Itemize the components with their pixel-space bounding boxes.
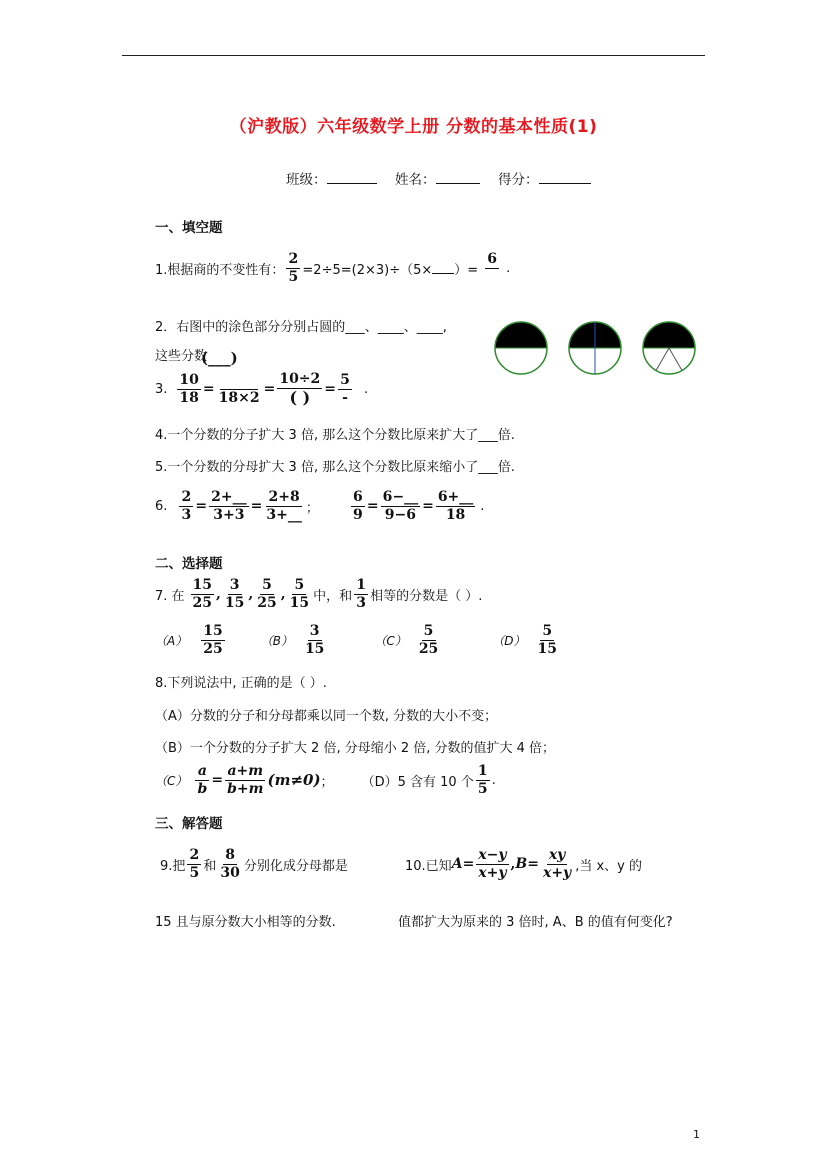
q7-options bbox=[155, 624, 561, 656]
question-9 bbox=[160, 848, 348, 880]
section-fill-blank: 一、填空题 bbox=[155, 220, 223, 236]
section-solve: 三、解答题 bbox=[155, 816, 223, 832]
question-4: 4.一个分数的分子扩大 3 倍, 那么这个分数比原来扩大了___倍. bbox=[155, 428, 515, 443]
name-blank[interactable] bbox=[436, 171, 480, 184]
q6-label: 6. bbox=[155, 498, 168, 514]
question-3: 3. $\frac{10}{18}$ = 18×2 = 10÷2 ( ) = 5 - . bbox=[155, 371, 369, 407]
q6-fraction-a: $\frac{2}{3}$ bbox=[179, 490, 193, 522]
name-label: 姓名： bbox=[395, 172, 436, 188]
q1-prefix: 1.根据商的不变性有： bbox=[155, 262, 285, 278]
name-field bbox=[395, 168, 480, 188]
q8-option-d-fraction: 1 5 bbox=[476, 764, 490, 796]
q3-fraction-a: $\frac{10}{18}$ bbox=[179, 372, 199, 406]
q3-label: 3. bbox=[155, 381, 168, 397]
q8-option-d[interactable]: （D）5 含有 10 个 bbox=[361, 774, 474, 790]
q10-var-a: A bbox=[451, 856, 463, 873]
option-a-fraction[interactable]: 15 25 bbox=[203, 623, 223, 657]
class-blank[interactable] bbox=[327, 171, 377, 184]
q7-fraction-4: 5 15 bbox=[289, 577, 310, 611]
q9-pre: 9.把 bbox=[160, 858, 186, 874]
q10-post: ,当 x、y 的 bbox=[575, 858, 642, 874]
q1-mid: =2÷5=(2×3)÷（5× bbox=[302, 262, 433, 278]
q6-fraction-d: $\frac{6}{9}$ bbox=[351, 490, 365, 522]
q3-fraction-d: 5 - bbox=[338, 373, 352, 405]
option-b-fraction[interactable]: 3 15 bbox=[304, 623, 325, 657]
q6-fraction-b: $\frac{2+\_\_}{3+3}$ bbox=[211, 489, 247, 523]
q9-fraction-1: 2 5 bbox=[187, 848, 201, 880]
q2-paren: (___) bbox=[201, 349, 238, 367]
q8-option-d-end: . bbox=[491, 772, 496, 788]
class-label: 班级： bbox=[286, 172, 327, 188]
option-c-label[interactable]: （C） bbox=[374, 633, 407, 648]
question-5: 5.一个分数的分母扩大 3 倍, 那么这个分数比原来缩小了___倍. bbox=[155, 460, 515, 475]
section-choice: 二、选择题 bbox=[155, 556, 223, 572]
q9-post: 分别化成分母都是 bbox=[243, 858, 348, 874]
q7-label: 7. 在 bbox=[155, 588, 185, 604]
question-1 bbox=[155, 252, 510, 284]
q8-option-c-fraction-2: $\frac{a+m}{b+m}$ bbox=[227, 763, 264, 797]
q10-fraction-b: $\frac{xy}{x+y}$ bbox=[542, 847, 572, 881]
q10-fraction-a: $\frac{x-y}{x+y}$ bbox=[478, 847, 507, 881]
q6-fraction-c: $\frac{2+8}{3+\_\_}$ bbox=[266, 489, 302, 523]
header-rule bbox=[122, 55, 705, 56]
q1-fraction: $\frac{2}{5}$ bbox=[286, 252, 300, 284]
page-title: （沪教版）六年级数学上册 分数的基本性质(1) bbox=[229, 117, 598, 137]
question-8: 8.下列说法中, 正确的是（ ）. bbox=[155, 676, 327, 691]
question-10-line2: 值都扩大为原来的 3 倍时, A、B 的值有何变化? bbox=[398, 915, 673, 930]
q7-target-fraction: 1 3 bbox=[354, 578, 368, 610]
q8-option-c-condition: (m≠0) bbox=[267, 771, 321, 790]
q7-mid: 中，和 bbox=[313, 588, 353, 604]
q8-option-a[interactable]: （A）分数的分子和分母都乘以同一个数, 分数的大小不变； bbox=[155, 709, 498, 724]
q8-option-c-label[interactable]: （C） bbox=[155, 773, 188, 788]
q9-fraction-2: 8 30 bbox=[220, 847, 240, 881]
q7-fraction-3: 5 25 bbox=[257, 577, 277, 611]
option-d-fraction[interactable]: 5 15 bbox=[537, 623, 558, 657]
q8-option-b[interactable]: （B）一个分数的分子扩大 2 倍, 分母缩小 2 倍, 分数的值扩大 4 倍； bbox=[155, 741, 556, 756]
circle-half-icon bbox=[495, 322, 547, 374]
option-a-label[interactable]: （A） bbox=[155, 633, 188, 648]
q7-fraction-2: 3 15 bbox=[224, 577, 245, 611]
score-label: 得分： bbox=[498, 172, 539, 188]
option-b-label[interactable]: （B） bbox=[260, 633, 293, 648]
question-10: 10.已知 A = $\frac{x-y}{x+y}$ , B = $\frac{xy}{x+y}$ ,当 x、y 的 bbox=[405, 847, 642, 881]
q10-pre: 10.已知 bbox=[405, 858, 452, 874]
q7-end: 相等的分数是（ ）. bbox=[370, 588, 483, 604]
circles-figure bbox=[490, 318, 705, 380]
q6-fraction-f: $\frac{6+\_\_}{18}$ bbox=[437, 489, 474, 523]
question-6: 6. $\frac{2}{3}$ = $\frac{2+\_\_}{3+3}$ = $\frac{2+8}{3+\_\_}$ ； $\frac{6}{9}$ = $\frac{6-\_\_}{9-6}$ = $\frac{6+\_\_}{18}$ . bbox=[155, 489, 485, 523]
q3-fraction-b: 18×2 bbox=[217, 373, 262, 405]
q1-close: ）= bbox=[454, 262, 479, 278]
q1-blank[interactable] bbox=[432, 262, 454, 274]
circle-sixths-icon bbox=[643, 322, 695, 374]
class-field bbox=[286, 168, 377, 188]
option-c-fraction[interactable]: 5 25 bbox=[418, 623, 439, 657]
q8-option-c-semicolon: ； bbox=[320, 774, 334, 790]
q1-result-fraction: 6 bbox=[480, 252, 504, 284]
q7-fraction-1: 15 25 bbox=[192, 577, 213, 611]
q10-var-b: B bbox=[515, 856, 528, 873]
q8-option-c-fraction-1: $\frac{a}{b}$ bbox=[195, 764, 209, 796]
score-blank[interactable] bbox=[539, 171, 591, 184]
question-2: 2．右图中的涂色部分分别占圆的___、____、____, bbox=[155, 320, 447, 335]
score-field bbox=[498, 168, 591, 188]
option-d-label[interactable]: （D） bbox=[492, 633, 526, 648]
question-9-line2: 15 且与原分数大小相等的分数. bbox=[155, 915, 336, 930]
q8-options-cd: （C） $\frac{a}{b}$ = $\frac{a+m}{b+m}$ (m≠0) ； （D）5 含有 10 个 1 5 . bbox=[155, 763, 496, 797]
q3-end: . bbox=[364, 381, 369, 397]
q3-fraction-c: 10÷2 ( ) bbox=[279, 371, 321, 407]
page-number: 1 bbox=[693, 1128, 700, 1141]
q2-text2: 这些分数 bbox=[155, 349, 208, 364]
q6-semicolon: ； bbox=[305, 500, 319, 516]
q9-and: 和 bbox=[203, 858, 217, 874]
q6-end: . bbox=[480, 498, 485, 514]
q1-end: . bbox=[506, 260, 511, 276]
q6-fraction-e: $\frac{6-\_\_}{9-6}$ bbox=[382, 489, 419, 523]
question-2-line2 bbox=[155, 345, 244, 367]
circle-quarters-icon bbox=[569, 322, 621, 374]
question-7: 7. 在 15 25 , 3 15 , 5 25 , 5 15 中，和 1 3 相等的分数是（ ）. bbox=[155, 577, 483, 611]
